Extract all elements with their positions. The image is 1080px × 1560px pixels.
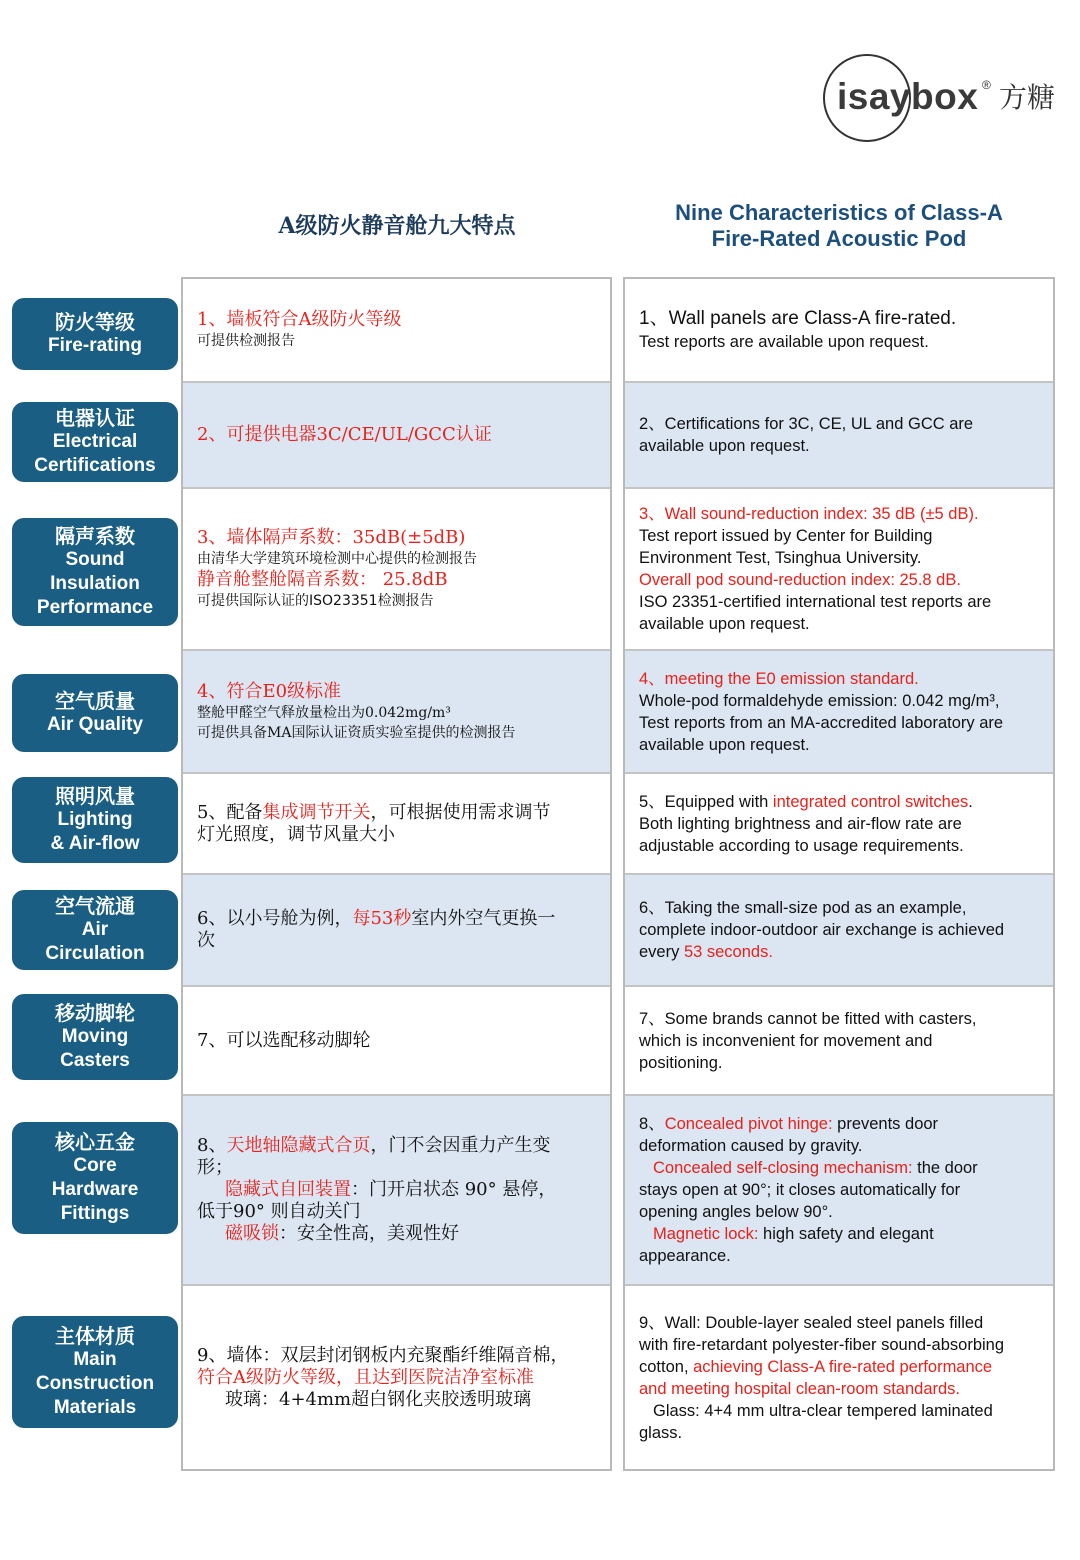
en-row-8-line-2: deformation caused by gravity. bbox=[639, 1137, 863, 1155]
label-sound-insulation bbox=[12, 518, 178, 626]
label-en: Air bbox=[81, 919, 109, 940]
en-row-3-subheading: Overall pod sound-reduction index: 25.8 dB. bbox=[639, 571, 961, 589]
en-row-4-line-2: Whole-pod formaldehyde emission: 0.042 mg/m³, bbox=[639, 691, 1000, 710]
en-row-9-text-3: cotton, bbox=[639, 1357, 694, 1376]
cn-row-8 bbox=[183, 1096, 610, 1286]
cn-row-8-text-2: ，门不会因重力产生变 bbox=[370, 1135, 551, 1156]
en-row-9-line-1: 9、Wall: Double-layer sealed steel panels filled bbox=[639, 1313, 984, 1332]
label-en: Insulation bbox=[50, 573, 140, 594]
label-cn: 照明风量 bbox=[55, 784, 135, 808]
cn-row-9-text-1: 9、墙体：双层封闭钢板内充聚酯纤维隔音棉， bbox=[197, 1344, 569, 1366]
label-en: Performance bbox=[36, 597, 154, 618]
label-en: Fittings bbox=[60, 1203, 130, 1224]
cn-row-7-body: 7、可以选配移动脚轮 bbox=[197, 1029, 371, 1051]
en-row-8-line-5: opening angles below 90°. bbox=[639, 1203, 833, 1221]
label-air-quality bbox=[12, 674, 178, 752]
cn-row-8-highlight-2: 隐藏式自回装置 bbox=[225, 1179, 351, 1200]
en-row-8-line-4: stays open at 90°; it closes automatically for bbox=[639, 1181, 961, 1199]
en-row-6-text-3: every bbox=[639, 943, 684, 961]
label-en: Sound bbox=[65, 549, 125, 570]
en-row-8-highlight-1: Concealed pivot hinge: bbox=[664, 1115, 833, 1133]
title-english bbox=[624, 200, 1054, 252]
en-row-9-body bbox=[639, 1312, 1004, 1444]
cn-row-8-text-4: ：门开启状态 90° 悬停， bbox=[351, 1179, 557, 1200]
en-row-2-line-2: available upon request. bbox=[639, 437, 810, 455]
en-row-4-heading: 4、meeting the E0 emission standard. bbox=[639, 669, 919, 688]
label-cn: 电器认证 bbox=[55, 406, 135, 430]
label-en: Fire-rating bbox=[48, 335, 142, 356]
cn-row-1-heading: 1、墙板符合A级防火等级 bbox=[197, 309, 402, 330]
label-electrical-certifications bbox=[12, 402, 178, 482]
label-cn: 隔声系数 bbox=[55, 524, 135, 548]
en-row-5-line-3: adjustable according to usage requirements. bbox=[639, 836, 964, 855]
label-cn: 空气质量 bbox=[55, 689, 135, 713]
cn-row-4-note-1: 整舱甲醛空气释放量检出为0.042mg/m³ bbox=[197, 704, 451, 721]
en-row-5-text-2: . bbox=[968, 792, 973, 811]
cn-row-6-text-2: 室内外空气更换一 bbox=[411, 908, 556, 929]
label-en: Core bbox=[73, 1155, 117, 1176]
cn-row-2-heading: 2、可提供电器3C/CE/UL/GCC认证 bbox=[197, 424, 492, 445]
en-row-7-line-2: which is inconvenient for movement and bbox=[639, 1031, 933, 1050]
en-row-8-text-3: the door bbox=[912, 1159, 978, 1177]
cn-row-5-text-3: 灯光照度，调节风量大小 bbox=[197, 823, 395, 845]
cn-row-4-heading: 4、符合E0级标准 bbox=[197, 680, 342, 702]
en-row-4 bbox=[625, 651, 1053, 774]
label-cn: 核心五金 bbox=[55, 1130, 135, 1154]
cn-row-3-heading: 3、墙体隔声系数：35dB(±5dB) bbox=[197, 527, 466, 548]
en-row-4-body bbox=[639, 668, 1003, 756]
cn-row-6-text-3: 次 bbox=[197, 930, 215, 951]
label-moving-casters bbox=[12, 994, 178, 1080]
en-row-8-text-1: 8、 bbox=[639, 1115, 665, 1133]
cn-row-6-body bbox=[197, 908, 555, 952]
en-row-5-line-2: Both lighting brightness and air-flow rate are bbox=[639, 814, 962, 833]
cn-row-8-text-3: 形； bbox=[197, 1157, 233, 1178]
label-en: Electrical bbox=[52, 431, 138, 452]
cn-row-5-text-1: 5、配备 bbox=[197, 801, 263, 823]
en-row-2-line-1: 2、Certifications for 3C, CE, UL and GCC are bbox=[639, 415, 974, 433]
cn-row-5-text-2: ，可根据使用需求调节 bbox=[370, 801, 551, 823]
label-en: Construction bbox=[35, 1373, 155, 1394]
cn-row-6-highlight: 每53秒 bbox=[352, 908, 412, 929]
en-row-3-heading: 3、Wall sound-reduction index: 35 dB (±5 dB). bbox=[639, 505, 979, 523]
en-row-8-highlight-2: Concealed self-closing mechanism: bbox=[653, 1159, 913, 1177]
label-en: Main bbox=[73, 1349, 117, 1370]
label-cn: 空气流通 bbox=[55, 894, 135, 918]
cn-row-8-text-5: 低于90° 则自动关门 bbox=[197, 1201, 361, 1222]
en-row-9-highlight-1: achieving Class-A fire-rated performance bbox=[693, 1357, 993, 1376]
label-en: Materials bbox=[53, 1397, 137, 1418]
label-core-hardware bbox=[12, 1122, 178, 1234]
en-row-2 bbox=[625, 383, 1053, 489]
cn-row-3 bbox=[183, 489, 610, 651]
cn-row-5 bbox=[183, 774, 610, 875]
en-row-2-body bbox=[639, 413, 973, 457]
en-row-5-text-1: 5、Equipped with bbox=[639, 792, 773, 811]
cn-row-8-text-1: 8、 bbox=[197, 1135, 227, 1156]
logo-brand-text: isaybox bbox=[837, 76, 979, 117]
cn-row-7 bbox=[183, 987, 610, 1096]
title-english-line2: Fire-Rated Acoustic Pod bbox=[711, 226, 967, 251]
cn-row-2 bbox=[183, 383, 610, 489]
en-row-7-line-3: positioning. bbox=[639, 1053, 723, 1072]
cn-row-3-note-1: 由清华大学建筑环境检测中心提供的检测报告 bbox=[197, 551, 477, 567]
brand-logo bbox=[823, 54, 1073, 144]
en-row-4-line-3: Test reports from an MA-accredited laboratory are bbox=[639, 713, 1004, 732]
label-en: Air Quality bbox=[46, 714, 144, 735]
en-row-3-line-5: ISO 23351-certified international test reports are bbox=[639, 593, 992, 611]
en-row-6-body bbox=[639, 897, 1004, 963]
en-row-3-line-6: available upon request. bbox=[639, 615, 810, 633]
label-en: Lighting bbox=[57, 809, 133, 830]
en-row-8 bbox=[625, 1096, 1053, 1286]
logo-chinese-text: 方糖 bbox=[999, 81, 1056, 114]
cn-row-9-highlight: 符合A级防火等级，且达到医院洁净室标准 bbox=[197, 1366, 534, 1388]
cn-row-1-note: 可提供检测报告 bbox=[197, 333, 295, 349]
en-row-6-highlight: 53 seconds. bbox=[683, 943, 773, 961]
en-row-6 bbox=[625, 875, 1053, 987]
label-cn: 移动脚轮 bbox=[55, 1001, 135, 1025]
en-row-3-body bbox=[639, 503, 991, 635]
en-row-8-text-2: prevents door bbox=[832, 1115, 939, 1133]
en-row-7-line-1: 7、Some brands cannot be fitted with casters, bbox=[639, 1009, 977, 1028]
en-row-9-line-2: with fire-retardant polyester-fiber sound-absorbing bbox=[639, 1335, 1005, 1354]
label-fire-rating bbox=[12, 298, 178, 370]
logo-registered-mark: ® bbox=[982, 78, 991, 92]
english-column bbox=[623, 277, 1055, 1471]
label-en: & Air-flow bbox=[50, 833, 140, 854]
en-row-9-line-6: glass. bbox=[639, 1423, 683, 1442]
cn-row-9-text-2: 玻璃：4+4mm超白钢化夹胶透明玻璃 bbox=[225, 1388, 532, 1410]
en-row-7-body bbox=[639, 1008, 977, 1074]
en-row-6-line-1: 6、Taking the small-size pod as an example, bbox=[639, 899, 967, 917]
title-english-line1: Nine Characteristics of Class-A bbox=[675, 200, 1003, 225]
cn-row-9-body bbox=[197, 1345, 568, 1411]
en-row-8-line-7: appearance. bbox=[639, 1247, 731, 1265]
cn-row-6 bbox=[183, 875, 610, 987]
label-air-circulation bbox=[12, 890, 178, 970]
cn-row-6-text-1: 6、以小号舱为例， bbox=[197, 908, 353, 929]
cn-row-8-highlight-1: 天地轴隐藏式合页 bbox=[226, 1135, 371, 1156]
chinese-column bbox=[181, 277, 612, 1471]
label-lighting-airflow bbox=[12, 777, 178, 863]
label-en: Circulation bbox=[45, 943, 145, 964]
cn-row-3-note-2: 可提供国际认证的ISO23351检测报告 bbox=[197, 593, 434, 609]
cn-row-4 bbox=[183, 651, 610, 774]
en-row-1 bbox=[625, 279, 1053, 383]
en-row-1-note: Test reports are available upon request. bbox=[639, 333, 929, 351]
cn-row-8-body bbox=[197, 1135, 556, 1245]
cn-row-3-subheading: 静音舱整舱隔音系数： 25.8dB bbox=[197, 569, 448, 590]
en-row-3 bbox=[625, 489, 1053, 651]
en-row-9 bbox=[625, 1286, 1053, 1469]
en-row-9-line-5: Glass: 4+4 mm ultra-clear tempered laminated bbox=[653, 1401, 993, 1420]
cn-row-4-note-2: 可提供具备MA国际认证资质实验室提供的检测报告 bbox=[197, 724, 516, 741]
label-en: Certifications bbox=[34, 455, 156, 476]
label-cn: 主体材质 bbox=[55, 1324, 135, 1348]
en-row-5-body bbox=[639, 791, 973, 857]
en-row-1-heading: 1、Wall panels are Class-A fire-rated. bbox=[639, 308, 957, 329]
en-row-9-highlight-2: and meeting hospital clean-room standards. bbox=[639, 1379, 961, 1398]
cn-row-5-highlight: 集成调节开关 bbox=[262, 801, 371, 823]
en-row-8-text-4: high safety and elegant bbox=[758, 1225, 934, 1243]
en-row-7 bbox=[625, 987, 1053, 1096]
cn-row-9 bbox=[183, 1286, 610, 1469]
label-cn: 防火等级 bbox=[55, 310, 135, 334]
en-row-5-highlight: integrated control switches bbox=[772, 792, 969, 811]
cn-row-8-text-6: ：安全性高，美观性好 bbox=[279, 1223, 459, 1244]
en-row-4-line-4: available upon request. bbox=[639, 735, 810, 754]
en-row-6-line-2: complete indoor-outdoor air exchange is achieved bbox=[639, 921, 1005, 939]
en-row-3-line-2: Test report issued by Center for Building bbox=[639, 527, 933, 545]
en-row-3-line-3: Environment Test, Tsinghua University. bbox=[639, 549, 922, 567]
title-chinese: A级防火静音舱九大特点 bbox=[278, 213, 516, 239]
label-en: Casters bbox=[60, 1050, 130, 1071]
en-row-8-body bbox=[639, 1113, 978, 1267]
label-en: Moving bbox=[61, 1026, 129, 1047]
label-main-materials bbox=[12, 1316, 178, 1428]
cn-row-8-highlight-3: 磁吸锁 bbox=[225, 1223, 279, 1244]
cn-row-5-body bbox=[197, 802, 550, 846]
cn-row-1 bbox=[183, 279, 610, 383]
en-row-5 bbox=[625, 774, 1053, 875]
en-row-8-highlight-3: Magnetic lock: bbox=[653, 1225, 759, 1243]
label-en: Hardware bbox=[51, 1179, 139, 1200]
